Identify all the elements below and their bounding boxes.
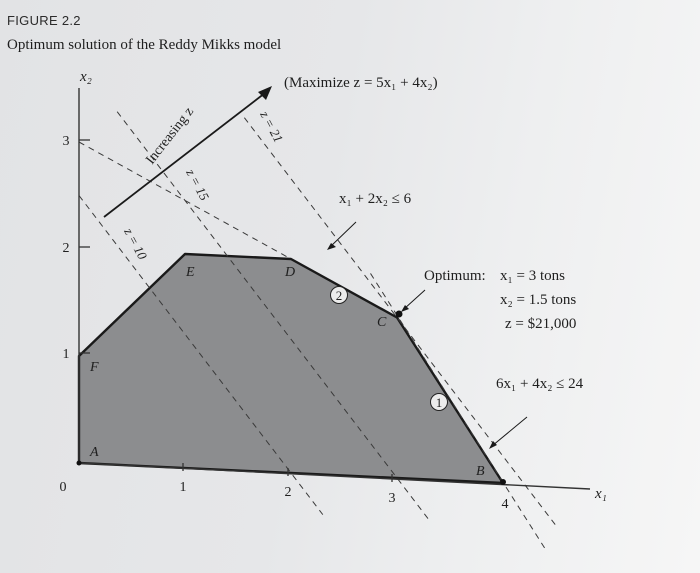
y-tick-label: 2: [62, 241, 70, 256]
vertex-E-label: E: [186, 265, 195, 280]
constraint-2-id: 2: [335, 288, 343, 303]
optimum-z: z = $21,000: [505, 316, 577, 332]
x1-axis-label: x₁: [595, 486, 607, 502]
x-tick-label: 0: [59, 480, 67, 495]
optimum-title: Optimum:: [424, 268, 486, 284]
y-tick-label: 1: [62, 347, 70, 362]
figure-caption: Optimum solution of the Reddy Mikks model: [7, 37, 282, 53]
vertex-F-label: F: [90, 360, 99, 375]
optimum-point: [396, 311, 403, 318]
vertex-A-label: A: [90, 445, 99, 460]
direction-label: Increasing z: [143, 104, 198, 168]
constraint-1-id: 1: [435, 395, 443, 410]
y-tick-label: 3: [62, 134, 70, 149]
feasible-region: [79, 254, 503, 483]
vertex-B-point: [500, 479, 506, 485]
leader-arrow-icon: [489, 441, 497, 449]
vertex-B-label: B: [476, 464, 485, 479]
figure-label: FIGURE 2.2: [7, 13, 81, 28]
iso-line-label-z21: z = 21: [257, 108, 287, 145]
objective-label: (Maximize z = 5x₁ + 4x₂): [284, 75, 438, 91]
origin-point: [77, 461, 82, 466]
x2-axis-label: x₂: [80, 69, 92, 85]
constraint-2-line: [79, 142, 291, 259]
x-tick-label: 2: [284, 485, 292, 500]
vertex-C-label: C: [377, 315, 387, 330]
constraint-2-label: x₁ + 2x₂ ≤ 6: [339, 191, 412, 207]
x-tick-label: 1: [179, 480, 187, 495]
x-tick-label: 3: [388, 491, 396, 506]
vertex-D-label: D: [285, 265, 296, 280]
iso-line-label-z10: z = 10: [121, 225, 151, 262]
x-tick-label: 4: [501, 497, 509, 512]
optimum-x1: x₁ = 3 tons: [500, 268, 565, 284]
constraint-1-label: 6x₁ + 4x₂ ≤ 24: [496, 376, 584, 392]
optimum-x2: x₂ = 1.5 tons: [500, 292, 577, 308]
iso-line-label-z15: z = 15: [183, 166, 213, 203]
leader-arrow-icon: [327, 243, 336, 250]
